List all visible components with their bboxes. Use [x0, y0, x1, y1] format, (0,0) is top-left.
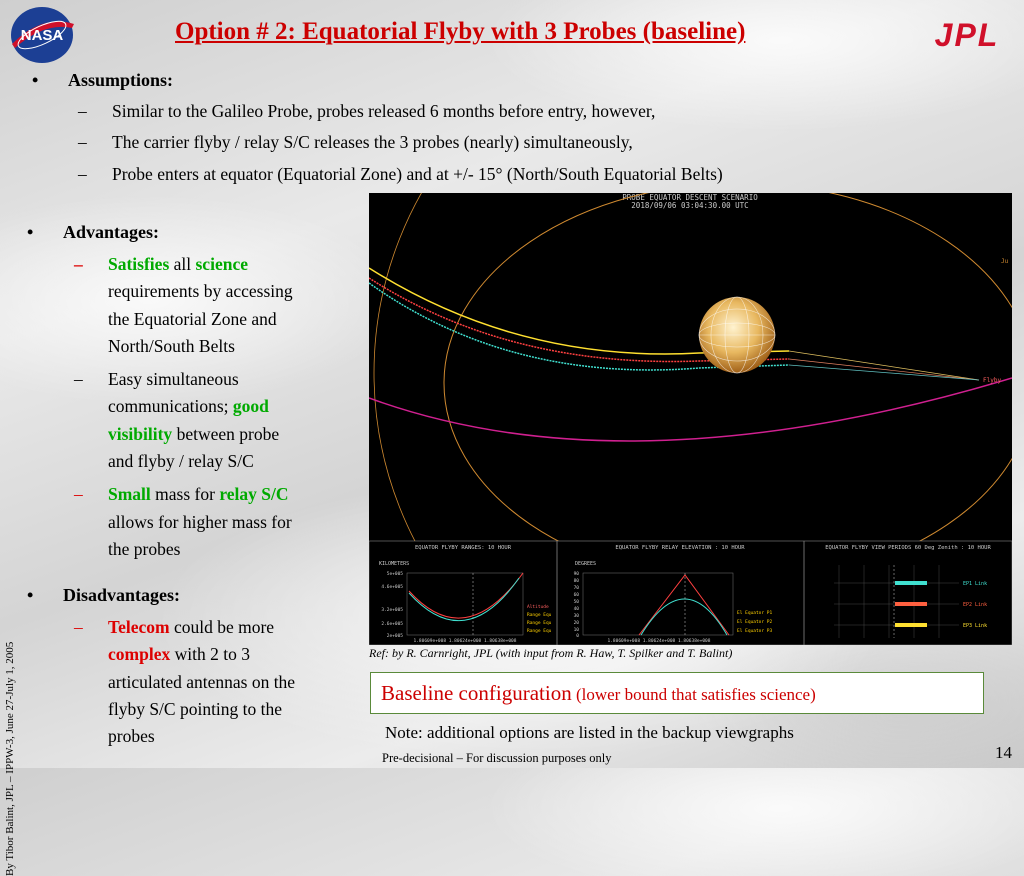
advantage-item: – Satisfies all science requirements by accessing the Equatorial Zone and North/South Belts	[74, 254, 293, 356]
y-tick: 80	[573, 579, 579, 584]
relay-line-3	[789, 365, 979, 380]
jupiter-globe	[699, 297, 775, 373]
y-tick: 4.6e+005	[381, 585, 403, 590]
y-tick: 70	[573, 586, 579, 591]
jupiter-label: Ju	[1001, 258, 1009, 265]
assumptions-list	[78, 98, 852, 184]
y-tick: 90	[573, 572, 579, 577]
advantages-list	[74, 251, 363, 559]
panel-unit: KILOMETERS	[379, 561, 410, 567]
advantages-heading: • Advantages:	[27, 222, 160, 242]
legend-item: El Equator P1	[737, 611, 773, 616]
figure-timestamp: 2018/09/06 03:04:30.00 UTC	[631, 201, 749, 210]
jpl-logo	[915, 18, 1019, 50]
y-tick: 0	[576, 634, 579, 639]
legend-item: EP2 Link	[963, 602, 988, 608]
page-number: 14	[995, 743, 1012, 762]
svg-text:NASA: NASA	[20, 27, 64, 44]
legend-item: Range Equ	[527, 621, 552, 626]
disadvantages-heading: • Disadvantages:	[27, 585, 181, 605]
y-tick: 60	[573, 593, 579, 598]
panel-title: EQUATOR FLYBY RANGES: 10 HOUR	[414, 545, 512, 551]
y-tick: 3.2e+005	[381, 608, 403, 613]
flyby-trajectory	[369, 378, 1012, 441]
legend-item: Range Equ	[527, 613, 552, 618]
baseline-sub: (lower bound that satisfies science)	[571, 685, 816, 704]
y-tick: 20	[573, 621, 579, 626]
relay-line-1	[789, 351, 979, 380]
sidebar-credit-text: By Tibor Balint, JPL – IPPW-3, June 27-July 1, 2005	[4, 641, 16, 876]
legend-item: El Equator P3	[737, 629, 773, 634]
descent-scenario-figure	[369, 193, 1012, 645]
relay-line-2	[789, 359, 979, 380]
legend-item: EP3 Link	[963, 623, 988, 629]
note-text: Note: additional options are listed in the backup viewgraphs	[385, 723, 794, 742]
y-tick: 2.6e+005	[381, 622, 403, 627]
figure-header: PROBE EQUATOR DESCENT SCENARIO	[622, 193, 758, 202]
flyby-label: Flyby	[983, 377, 1002, 384]
baseline-main: Baseline configuration	[381, 681, 572, 705]
assumption-item: – Probe enters at equator (Equatorial Zone) and at +/- 15° (North/South Equatorial Belts)	[78, 163, 723, 184]
panel-unit: DEGREES	[575, 561, 597, 567]
panel-title: EQUATOR FLYBY RELAY ELEVATION : 10 HOUR	[615, 545, 745, 551]
disadvantage-item: – Telecom could be more complex with 2 to 3 articulated antennas on the flyby S/C pointing to the probes	[74, 617, 296, 747]
y-tick: 2e+005	[386, 634, 403, 639]
legend-item: EP1 Link	[963, 581, 988, 587]
y-tick: 50	[573, 600, 579, 605]
baseline-box	[370, 672, 984, 714]
outer-orbit	[444, 193, 1012, 583]
y-tick: 30	[573, 614, 579, 619]
x-ticks: 1.80609e+008 1.80624e+008 1.80638e+008	[607, 639, 711, 644]
panel-title: EQUATOR FLYBY VIEW PERIODS 60 Deg Zenith : 10 HOUR	[825, 545, 991, 551]
y-tick: 40	[573, 607, 579, 612]
figure-reference: Ref: by R. Carnright, JPL (with input from R. Haw, T. Spilker and T. Balint)	[369, 646, 733, 660]
advantage-item: – Small mass for relay S/C allows for higher mass for the probes	[74, 484, 292, 559]
advantage-item: – Easy simultaneous communications; good visibility between probe and flyby / relay S/C	[74, 369, 280, 472]
legend-item: El Equator P2	[737, 620, 773, 625]
assumption-item: – The carrier flyby / relay S/C releases the 3 probes (nearly) simultaneously,	[78, 132, 633, 153]
x-ticks: 1.80609e+008 1.80624e+008 1.80638e+008	[413, 639, 517, 644]
disadvantages-list	[74, 614, 363, 750]
slide-title: Option # 2: Equatorial Flyby with 3 Probes (baseline)	[175, 18, 746, 45]
assumptions-heading: • Assumptions:	[32, 70, 174, 90]
legend-item: Range Equ	[527, 629, 552, 634]
legend-item: Altitude	[527, 605, 549, 610]
sidebar-credit	[0, 0, 18, 876]
y-tick: 10	[573, 628, 579, 633]
assumption-item: – Similar to the Galileo Probe, probes released 6 months before entry, however,	[78, 101, 656, 121]
svg-text:JPL: JPL	[934, 18, 1000, 50]
footer-text: Pre-decisional – For discussion purposes only	[382, 751, 612, 765]
y-tick: 5e+005	[386, 572, 403, 577]
